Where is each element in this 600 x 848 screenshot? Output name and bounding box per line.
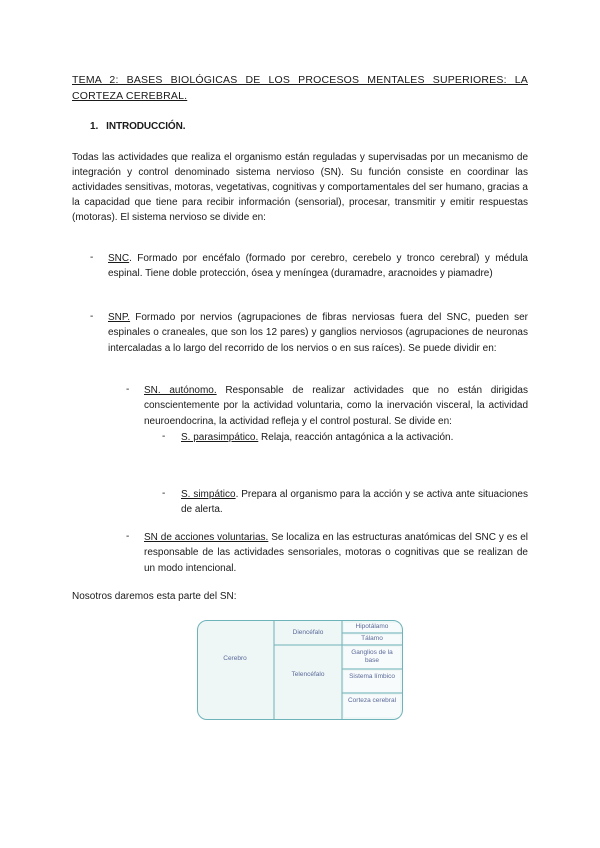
brain-division-diagram (197, 620, 403, 720)
list-dash: - (126, 531, 130, 542)
desc-simpatico: . Prepara al organismo para la acción y se activa ante situaciones de alerta. (181, 489, 528, 516)
title-line-1: TEMA 2: BASES BIOLÓGICAS DE LOS PROCESOS MENTALES SUPERIORES: LA (72, 74, 528, 86)
label-limbico: Sistema límbico (349, 673, 395, 680)
list-item-snp (108, 310, 528, 356)
list-item-snc (108, 251, 528, 282)
label-telencefalo: Telencéfalo (291, 671, 325, 678)
list-dash: - (126, 384, 130, 395)
label-talamo: Tálamo (361, 635, 383, 642)
label-corteza: Corteza cerebral (347, 697, 397, 704)
list-dash: - (90, 311, 94, 322)
desc-snp: Formado por nervios (agrupaciones de fibras nerviosas fuera del SNC, pueden ser espinales o craneales, que son los 12 pares) y ganglios nerviosos (agrupaciones de neuronas intercaladas a lo largo del recorrido de los nervios o en sus raíces). Se puede dividir en: (108, 312, 528, 354)
list-item-voluntarias (144, 530, 528, 576)
term-voluntarias: SN de acciones voluntarias. (144, 532, 269, 543)
label-ganglios: Ganglios de la base (351, 649, 393, 664)
list-item-simpatico (181, 487, 528, 518)
list-dash: - (90, 252, 94, 263)
document-title (72, 72, 528, 104)
section-heading (90, 121, 185, 132)
term-snc: SNC (108, 253, 130, 264)
intro-paragraph: Todas las actividades que realiza el organismo están reguladas y supervisadas por un mecanismo de integración y control denominado sistema nervioso (SN). Su función consiste en coordinar las actividades sensitivas, motoras, vegetativas, cognitivas y comportamentales del ser humano, gracias a la capacidad que tiene para recibir información (sensorial), procesar, transmitir y emitir respuestas (motoras). El sistema nervioso se divide en: (72, 152, 528, 223)
desc-voluntarias: Se localiza en las estructuras anatómicas del SNC y es el responsable de las actividades sensoriales, motoras o cognitivas que se realizan de un modo intencional. (144, 532, 528, 574)
title-line-2: CORTEZA CEREBRAL. (72, 90, 188, 102)
term-simpatico: S. simpático (181, 489, 236, 500)
list-dash: - (162, 431, 166, 442)
term-snp: SNP. (108, 312, 131, 323)
desc-autonomo: Responsable de realizar actividades que no están dirigidas conscientemente por la actividad voluntaria, como la inervación visceral, la actividad neuroendocrina, la actividad refleja y el control postural. Se divide en: (144, 385, 528, 427)
label-hipotalamo: Hipotálamo (355, 623, 389, 630)
section-title: INTRODUCCIÓN. (106, 121, 186, 132)
list-dash: - (162, 488, 166, 499)
closing-line: Nosotros daremos esta parte del SN: (72, 591, 237, 602)
section-number: 1. (90, 121, 99, 132)
list-item-autonomo (144, 383, 528, 429)
desc-snc: . Formado por encéfalo (formado por cerebro, cerebelo y tronco cerebral) y médula espinal. Tiene doble protección, ósea y meníngea (duramadre, aracnoides y piamadre) (108, 253, 528, 280)
desc-parasimpatico: Relaja, reacción antagónica a la activación. (258, 432, 454, 443)
label-cerebro: Cerebro (223, 655, 247, 662)
term-parasimpatico: S. parasimpático. (181, 432, 259, 443)
list-item-parasimpatico (181, 430, 528, 445)
label-diencefalo: Diencéfalo (292, 629, 324, 636)
term-autonomo: SN. autónomo. (144, 385, 217, 396)
